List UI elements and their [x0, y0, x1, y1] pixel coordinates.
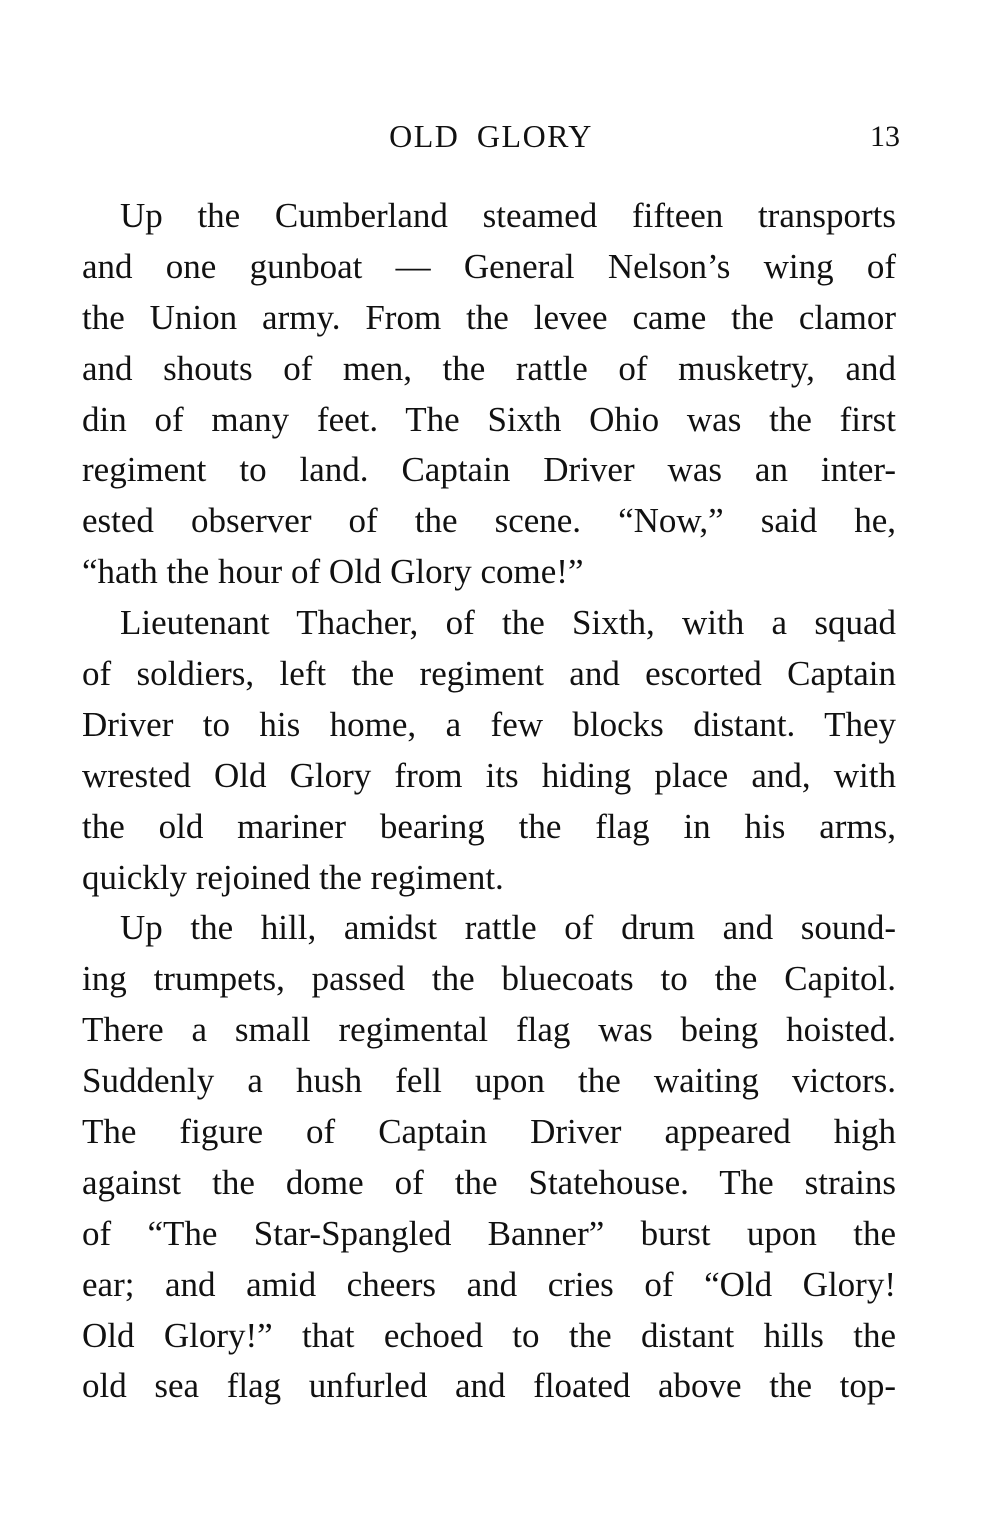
text-line: ear; and amid cheers and cries of “Old Glory!	[82, 1264, 896, 1304]
text-line: ing trumpets, passed the bluecoats to the Capitol.	[82, 959, 896, 999]
text-line: Lieutenant Thacher, of the Sixth, with a squad	[120, 603, 896, 643]
text-line: the Union army. From the levee came the clamor	[82, 297, 896, 337]
page-number: 13	[870, 120, 900, 153]
text-line: The figure of Captain Driver appeared high	[82, 1112, 896, 1152]
text-line: ested observer of the scene. “Now,” said he,	[82, 501, 896, 541]
text-line: of soldiers, left the regiment and escorted Captain	[82, 654, 896, 694]
text-line: din of many feet. The Sixth Ohio was the first	[82, 399, 896, 439]
text-line: and one gunboat — General Nelson’s wing of	[82, 246, 896, 286]
text-line: against the dome of the Statehouse. The strains	[82, 1162, 896, 1202]
text-line: Driver to his home, a few blocks distant. They	[82, 704, 896, 744]
text-line: Up the Cumberland steamed fifteen transports	[120, 196, 896, 235]
text-line: wrested Old Glory from its hiding place and, with	[82, 755, 896, 795]
text-line: old sea flag unfurled and floated above the top-	[82, 1366, 896, 1406]
text-line: of “The Star-Spangled Banner” burst upon the	[82, 1213, 896, 1253]
text-line: “hath the hour of Old Glory come!”	[82, 552, 584, 592]
text-line: Suddenly a hush fell upon the waiting victors.	[82, 1061, 896, 1101]
text-line: Up the hill, amidst rattle of drum and sound-	[120, 908, 896, 948]
body-text	[82, 191, 896, 1412]
text-line: quickly rejoined the regiment.	[82, 857, 504, 897]
text-line: There a small regimental flag was being hoisted.	[82, 1010, 896, 1050]
running-title: OLD GLORY	[389, 118, 593, 154]
running-head	[82, 118, 900, 162]
text-line: regiment to land. Captain Driver was an inter-	[82, 450, 896, 490]
text-line: Old Glory!” that echoed to the distant hills the	[82, 1315, 896, 1355]
text-line: and shouts of men, the rattle of musketry, and	[82, 348, 896, 388]
text-line: the old mariner bearing the flag in his arms,	[82, 806, 896, 846]
